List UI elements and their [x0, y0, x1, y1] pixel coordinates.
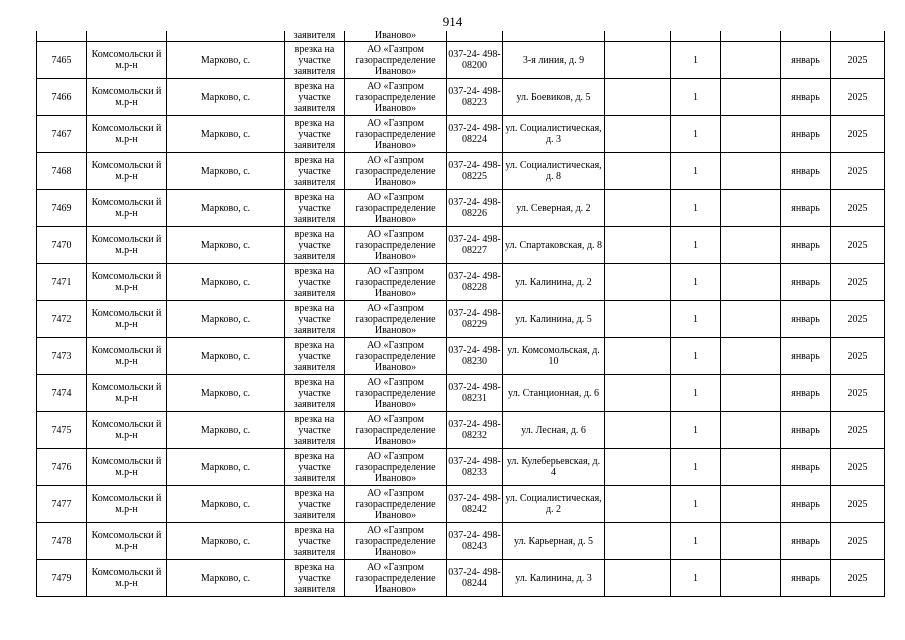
cell-count: 1	[671, 79, 721, 116]
cell-count: 1	[671, 375, 721, 412]
cell-place: Марково, с.	[167, 523, 285, 560]
cell-address: ул. Кулеберьевская, д. 4	[503, 449, 605, 486]
cell-district: Комсомольски й м.р-н	[87, 227, 167, 264]
cell-num: 7471	[37, 264, 87, 301]
cell-num: 7467	[37, 116, 87, 153]
cell-organization: АО «Газпром газораспределение Иваново»	[345, 301, 447, 338]
cell-month: январь	[781, 301, 831, 338]
cell-empty	[605, 338, 671, 375]
cell-year: 2025	[831, 79, 885, 116]
cell-place: Марково, с.	[167, 153, 285, 190]
cell-place: Марково, с.	[167, 190, 285, 227]
cell-year: 2025	[831, 227, 885, 264]
table-row	[37, 523, 885, 560]
cell-connection-type: врезка на участке заявителя	[285, 301, 345, 338]
cell-num: 7465	[37, 42, 87, 79]
page-number: 914	[442, 14, 463, 29]
cell-organization: АО «Газпром газораспределение Иваново»	[345, 153, 447, 190]
cell-organization: АО «Газпром газораспределение Иваново»	[345, 560, 447, 597]
cell-count: 1	[671, 449, 721, 486]
cell-year: 2025	[831, 153, 885, 190]
cell-organization: АО «Газпром газораспределение Иваново»	[345, 523, 447, 560]
cell-count: 1	[671, 338, 721, 375]
cell-connection-type: врезка на участке заявителя	[285, 153, 345, 190]
cell-code: 037-24- 498-08228	[447, 264, 503, 301]
cell-connection-type: врезка на участке заявителя	[285, 79, 345, 116]
cell-district: Комсомольски й м.р-н	[87, 264, 167, 301]
cell-empty	[605, 375, 671, 412]
cell-address: ул. Социалистическая, д. 3	[503, 116, 605, 153]
cell-num: 7472	[37, 301, 87, 338]
cell-place: Марково, с.	[167, 264, 285, 301]
cell-code: 037-24- 498-08229	[447, 301, 503, 338]
cell-count: 1	[671, 560, 721, 597]
cell-address: ул. Карьерная, д. 5	[503, 523, 605, 560]
cell-district: Комсомольски й м.р-н	[87, 449, 167, 486]
table-row	[37, 190, 885, 227]
cell-place: Марково, с.	[167, 560, 285, 597]
cell-year: 2025	[831, 190, 885, 227]
cell-place	[167, 31, 285, 42]
cell-connection-type: врезка на участке заявителя	[285, 523, 345, 560]
cell-count: 1	[671, 264, 721, 301]
registry-body	[37, 31, 885, 597]
cell-district: Комсомольски й м.р-н	[87, 116, 167, 153]
cell-empty	[721, 153, 781, 190]
cell-year: 2025	[831, 375, 885, 412]
cell-code: 037-24- 498-08232	[447, 412, 503, 449]
cell-month: январь	[781, 523, 831, 560]
cell-district: Комсомольски й м.р-н	[87, 79, 167, 116]
cell-month: январь	[781, 227, 831, 264]
cell-code: 037-24- 498-08230	[447, 338, 503, 375]
cell-organization: АО «Газпром газораспределение Иваново»	[345, 227, 447, 264]
cell-connection-type: врезка на участке заявителя	[285, 42, 345, 79]
cell-place: Марково, с.	[167, 338, 285, 375]
cell-empty	[605, 31, 671, 42]
cell-code: 037-24- 498-08223	[447, 79, 503, 116]
cell-empty	[605, 449, 671, 486]
cell-num: 7473	[37, 338, 87, 375]
cell-address: ул. Калинина, д. 3	[503, 560, 605, 597]
cell-empty	[605, 79, 671, 116]
cell-year: 2025	[831, 560, 885, 597]
cell-connection-type: врезка на участке заявителя	[285, 116, 345, 153]
table-row	[37, 42, 885, 79]
cell-empty	[721, 301, 781, 338]
cell-empty	[721, 190, 781, 227]
cell-code: 037-24- 498-08233	[447, 449, 503, 486]
cell-address: ул. Северная, д. 2	[503, 190, 605, 227]
cell-year: 2025	[831, 486, 885, 523]
table-row	[37, 486, 885, 523]
cell-count: 1	[671, 116, 721, 153]
cell-connection-type: врезка на участке заявителя	[285, 449, 345, 486]
cell-count	[671, 31, 721, 42]
cell-connection-type: врезка на участке заявителя	[285, 338, 345, 375]
cell-year: 2025	[831, 264, 885, 301]
cell-empty	[721, 523, 781, 560]
cell-count: 1	[671, 153, 721, 190]
cell-num: 7474	[37, 375, 87, 412]
cell-year: 2025	[831, 338, 885, 375]
cell-address: ул. Спартаковская, д. 8	[503, 227, 605, 264]
cell-empty	[721, 79, 781, 116]
cell-num: 7478	[37, 523, 87, 560]
table-row	[37, 153, 885, 190]
table-row	[37, 116, 885, 153]
cell-empty	[605, 301, 671, 338]
cell-connection-type: врезка на участке заявителя	[285, 264, 345, 301]
cell-num: 7479	[37, 560, 87, 597]
cell-year: 2025	[831, 523, 885, 560]
cell-code: 037-24- 498-08224	[447, 116, 503, 153]
cell-empty	[605, 227, 671, 264]
cell-year: 2025	[831, 412, 885, 449]
cell-num: 7470	[37, 227, 87, 264]
cell-district: Комсомольски й м.р-н	[87, 560, 167, 597]
cell-month: январь	[781, 449, 831, 486]
cell-empty	[721, 560, 781, 597]
cell-district: Комсомольски й м.р-н	[87, 190, 167, 227]
cell-empty	[721, 338, 781, 375]
cell-address: ул. Социалистическая, д. 8	[503, 153, 605, 190]
cell-empty	[605, 190, 671, 227]
cell-address: ул. Калинина, д. 2	[503, 264, 605, 301]
cell-connection-type: врезка на участке заявителя	[285, 486, 345, 523]
cell-year: 2025	[831, 301, 885, 338]
cell-place: Марково, с.	[167, 227, 285, 264]
cell-num: 7468	[37, 153, 87, 190]
table-row	[37, 227, 885, 264]
cell-count: 1	[671, 42, 721, 79]
cell-year: 2025	[831, 449, 885, 486]
cell-organization: АО «Газпром газораспределение Иваново»	[345, 486, 447, 523]
cell-empty	[721, 486, 781, 523]
table-row	[37, 560, 885, 597]
cell-empty	[605, 523, 671, 560]
cell-empty	[605, 560, 671, 597]
table-row	[37, 79, 885, 116]
table-row	[37, 375, 885, 412]
cell-count: 1	[671, 412, 721, 449]
cell-organization: АО «Газпром газораспределение Иваново»	[345, 264, 447, 301]
table-row	[37, 264, 885, 301]
cell-month: январь	[781, 375, 831, 412]
cell-place: Марково, с.	[167, 486, 285, 523]
cell-empty	[605, 264, 671, 301]
cell-connection-type: врезка на участке заявителя	[285, 560, 345, 597]
cell-address: ул. Комсомольская, д. 10	[503, 338, 605, 375]
cell-month: январь	[781, 42, 831, 79]
cell-connection-type: врезка на участке заявителя	[285, 190, 345, 227]
cell-district: Комсомольски й м.р-н	[87, 153, 167, 190]
cell-code: 037-24- 498-08231	[447, 375, 503, 412]
cell-address: ул. Лесная, д. 6	[503, 412, 605, 449]
cell-month: январь	[781, 116, 831, 153]
cell-month: январь	[781, 486, 831, 523]
cell-district: Комсомольски й м.р-н	[87, 412, 167, 449]
cell-organization: АО «Газпром газораспределение Иваново»	[345, 449, 447, 486]
cell-num	[37, 31, 87, 42]
cell-empty	[721, 412, 781, 449]
cell-month	[781, 31, 831, 42]
cell-organization: АО «Газпром газораспределение Иваново»	[345, 42, 447, 79]
cell-place: Марково, с.	[167, 449, 285, 486]
cell-district: Комсомольски й м.р-н	[87, 375, 167, 412]
cell-num: 7466	[37, 79, 87, 116]
cell-address	[503, 31, 605, 42]
cell-code: 037-24- 498-08243	[447, 523, 503, 560]
table-row	[37, 412, 885, 449]
cell-count: 1	[671, 523, 721, 560]
cell-district: Комсомольски й м.р-н	[87, 301, 167, 338]
cell-district: Комсомольски й м.р-н	[87, 338, 167, 375]
cell-count: 1	[671, 190, 721, 227]
cell-address: ул. Социалистическая, д. 2	[503, 486, 605, 523]
cell-empty	[605, 42, 671, 79]
cell-address: ул. Боевиков, д. 5	[503, 79, 605, 116]
cell-place: Марково, с.	[167, 301, 285, 338]
cell-code	[447, 31, 503, 42]
cell-num: 7477	[37, 486, 87, 523]
cell-empty	[721, 31, 781, 42]
cell-code: 037-24- 498-08227	[447, 227, 503, 264]
cell-organization: АО «Газпром газораспределение Иваново»	[345, 190, 447, 227]
cell-connection-type: врезка на участке заявителя	[285, 412, 345, 449]
cell-district: Комсомольски й м.р-н	[87, 42, 167, 79]
cell-place: Марково, с.	[167, 116, 285, 153]
cell-organization: АО «Газпром газораспределение Иваново»	[345, 338, 447, 375]
cell-year: 2025	[831, 42, 885, 79]
cell-empty	[605, 153, 671, 190]
table-row	[37, 449, 885, 486]
cell-count: 1	[671, 301, 721, 338]
cell-year	[831, 31, 885, 42]
cell-count: 1	[671, 227, 721, 264]
cell-month: январь	[781, 338, 831, 375]
cell-address: ул. Калинина, д. 5	[503, 301, 605, 338]
cell-empty	[605, 412, 671, 449]
cell-empty	[721, 227, 781, 264]
cell-organization: АО «Газпром газораспределение Иваново»	[345, 412, 447, 449]
cell-year: 2025	[831, 116, 885, 153]
cell-organization: Иваново»	[345, 31, 447, 42]
cell-month: январь	[781, 412, 831, 449]
cell-connection-type: заявителя	[285, 31, 345, 42]
cell-organization: АО «Газпром газораспределение Иваново»	[345, 79, 447, 116]
cell-empty	[721, 375, 781, 412]
cell-num: 7476	[37, 449, 87, 486]
cell-place: Марково, с.	[167, 42, 285, 79]
cell-num: 7469	[37, 190, 87, 227]
cell-district: Комсомольски й м.р-н	[87, 523, 167, 560]
cell-empty	[721, 116, 781, 153]
registry-table	[36, 31, 885, 597]
cell-code: 037-24- 498-08226	[447, 190, 503, 227]
cell-empty	[605, 486, 671, 523]
cell-count: 1	[671, 486, 721, 523]
cell-district: Комсомольски й м.р-н	[87, 486, 167, 523]
cell-code: 037-24- 498-08242	[447, 486, 503, 523]
table-row	[37, 301, 885, 338]
cell-month: январь	[781, 264, 831, 301]
cell-empty	[721, 42, 781, 79]
table-row-continued	[37, 31, 885, 42]
cell-place: Марково, с.	[167, 79, 285, 116]
cell-connection-type: врезка на участке заявителя	[285, 227, 345, 264]
cell-organization: АО «Газпром газораспределение Иваново»	[345, 116, 447, 153]
table-row	[37, 338, 885, 375]
cell-empty	[721, 264, 781, 301]
cell-address: ул. Станционная, д. 6	[503, 375, 605, 412]
cell-code: 037-24- 498-08200	[447, 42, 503, 79]
cell-num: 7475	[37, 412, 87, 449]
cell-address: 3-я линия, д. 9	[503, 42, 605, 79]
cell-place: Марково, с.	[167, 375, 285, 412]
cell-month: январь	[781, 190, 831, 227]
cell-organization: АО «Газпром газораспределение Иваново»	[345, 375, 447, 412]
cell-month: январь	[781, 153, 831, 190]
cell-code: 037-24- 498-08225	[447, 153, 503, 190]
cell-empty	[721, 449, 781, 486]
cell-code: 037-24- 498-08244	[447, 560, 503, 597]
cell-empty	[605, 116, 671, 153]
cell-district	[87, 31, 167, 42]
cell-connection-type: врезка на участке заявителя	[285, 375, 345, 412]
cell-place: Марково, с.	[167, 412, 285, 449]
cell-month: январь	[781, 560, 831, 597]
cell-month: январь	[781, 79, 831, 116]
